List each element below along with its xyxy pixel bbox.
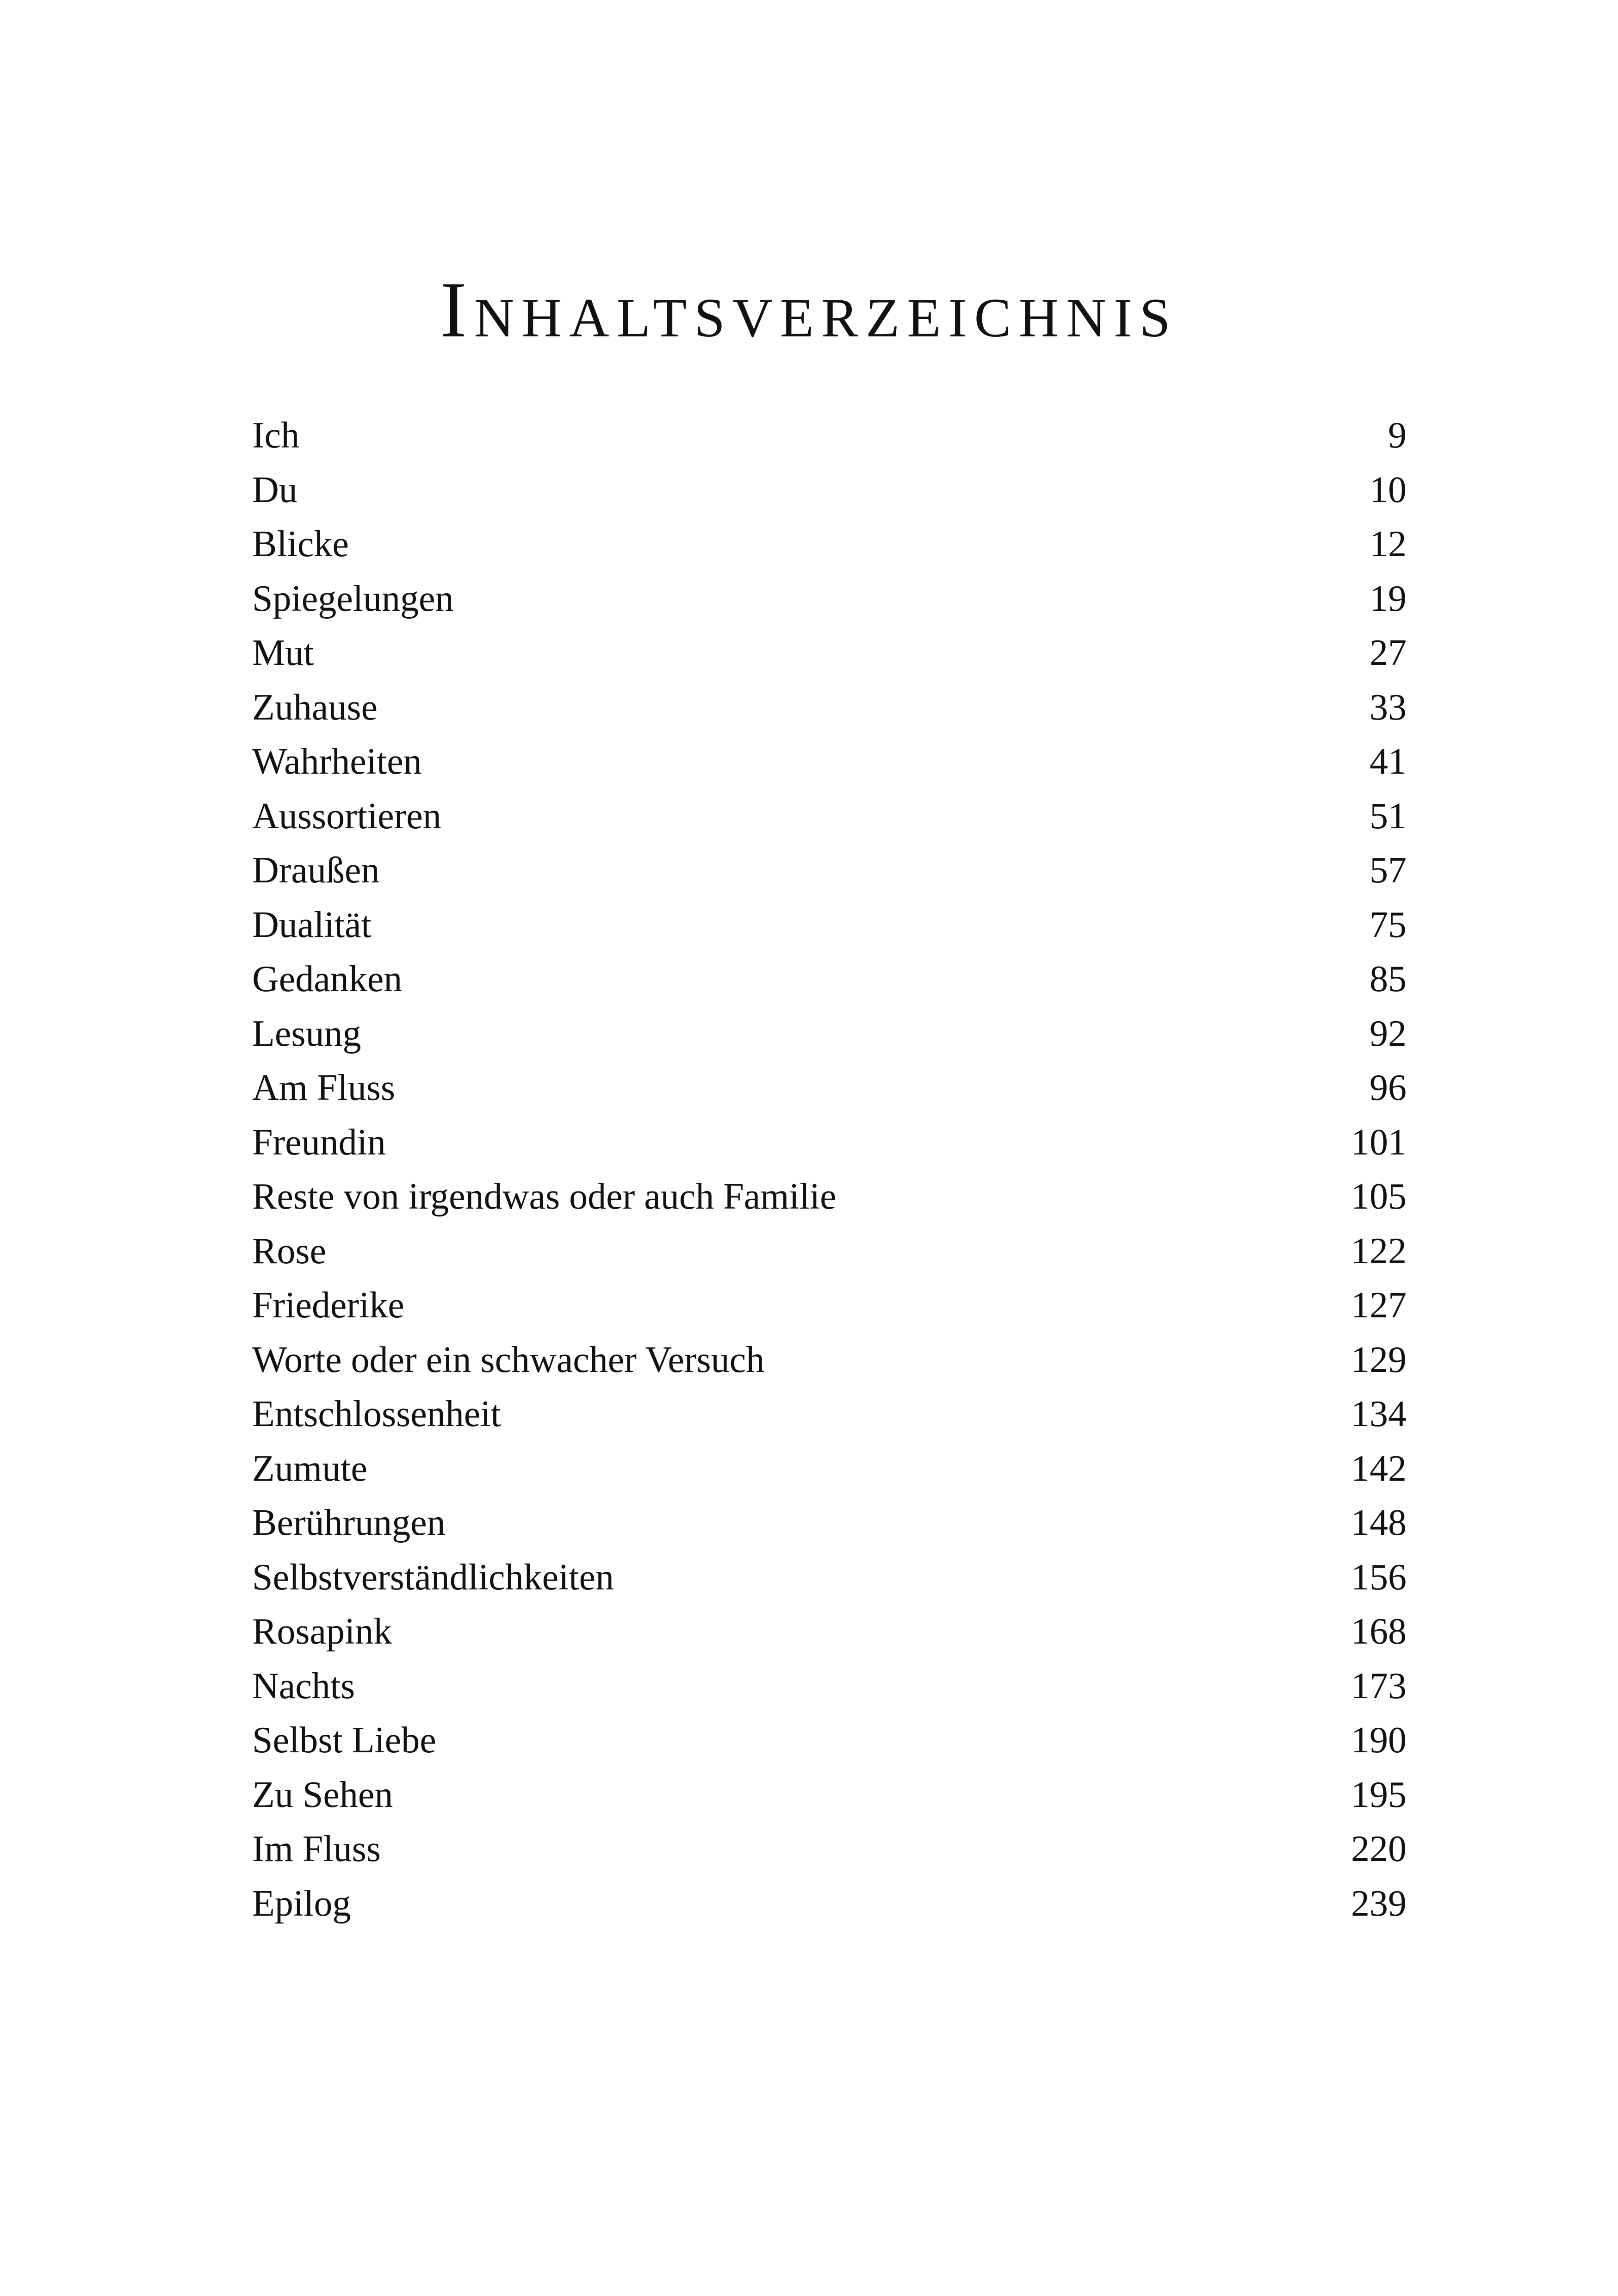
toc-entry	[252, 1116, 1407, 1170]
toc-entry-label: Gedanken	[252, 959, 403, 999]
toc-entry-label: Entschlossenheit	[252, 1394, 501, 1434]
toc-entry-label: Rose	[252, 1230, 326, 1272]
toc-entry-label: Lesung	[252, 1013, 361, 1054]
toc-entry-page-number: 129	[1351, 1339, 1407, 1380]
toc-entry	[252, 1877, 1407, 1931]
toc-entry-page-number: 19	[1370, 578, 1407, 619]
toc-entry-label: Selbst Liebe	[252, 1720, 436, 1761]
toc-entry-page-number: 173	[1351, 1665, 1407, 1706]
toc-entry-page-number: 96	[1370, 1067, 1407, 1108]
toc-entry	[252, 735, 1407, 789]
toc-entry-label: Du	[252, 469, 298, 510]
toc-entry	[252, 1713, 1407, 1768]
toc-entry-page-number: 168	[1351, 1611, 1407, 1652]
toc-entry-label: Freundin	[252, 1122, 386, 1163]
toc-entry-page-number: 12	[1370, 524, 1407, 565]
toc-entry	[252, 517, 1407, 572]
toc-entry-label: Epilog	[252, 1883, 351, 1924]
toc-entry-label: Im Fluss	[252, 1829, 381, 1869]
toc-entry	[252, 789, 1407, 844]
toc-entry	[252, 572, 1407, 627]
toc-entry-label: Rosapink	[252, 1611, 392, 1652]
toc-entry-page-number: 10	[1370, 469, 1407, 510]
toc-entry-page-number: 220	[1351, 1829, 1407, 1869]
toc-entry	[252, 1442, 1407, 1496]
toc-entry-page-number: 239	[1351, 1883, 1407, 1924]
toc-entry-page-number: 75	[1370, 904, 1407, 945]
toc-entry	[252, 681, 1407, 735]
toc-entry-page-number: 85	[1370, 959, 1407, 999]
toc-entry-label: Spiegelungen	[252, 578, 454, 619]
page-title: Inhaltsverzeichnis	[440, 266, 1178, 354]
toc-entry-page-number: 9	[1388, 415, 1407, 456]
toc-entry-page-number: 156	[1351, 1557, 1407, 1598]
toc-entry-page-number: 105	[1351, 1176, 1407, 1217]
toc-entry-page-number: 195	[1351, 1774, 1407, 1815]
toc-entry	[252, 1224, 1407, 1279]
toc-entry-label: Aussortieren	[252, 795, 441, 837]
toc-entry-page-number: 41	[1370, 741, 1407, 782]
toc-entry	[252, 626, 1407, 681]
toc-entry	[252, 1333, 1407, 1388]
toc-entry-page-number: 57	[1370, 850, 1407, 891]
toc-entry-page-number: 148	[1351, 1502, 1407, 1543]
toc-entry-label: Blicke	[252, 524, 349, 565]
toc-entry-label: Nachts	[252, 1665, 355, 1706]
toc-entry	[252, 844, 1407, 898]
toc-entry-label: Worte oder ein schwacher Versuch	[252, 1339, 765, 1380]
toc-entry	[252, 1822, 1407, 1877]
toc-entry-page-number: 92	[1370, 1013, 1407, 1054]
toc-entry	[252, 409, 1407, 463]
toc-entry	[252, 1387, 1407, 1442]
toc-entry-label: Zu Sehen	[252, 1774, 393, 1815]
toc-entry	[252, 1278, 1407, 1333]
toc-entry-label: Zuhause	[252, 687, 378, 728]
toc-entry-label: Selbstverständlichkeiten	[252, 1557, 614, 1598]
toc-entry-label: Berührungen	[252, 1502, 446, 1543]
toc-entry-label: Zumute	[252, 1448, 367, 1489]
toc-entry	[252, 898, 1407, 953]
toc-entry-page-number: 190	[1351, 1720, 1407, 1761]
toc-entry	[252, 1605, 1407, 1659]
toc-entry	[252, 1496, 1407, 1551]
toc-entry	[252, 463, 1407, 518]
toc-entry-label: Mut	[252, 633, 314, 673]
toc-entry-label: Dualität	[252, 904, 372, 945]
toc-entry-label: Wahrheiten	[252, 741, 422, 782]
toc-entry-page-number: 27	[1370, 633, 1407, 673]
toc-entry-page-number: 142	[1351, 1448, 1407, 1489]
toc-entry-page-number: 134	[1351, 1394, 1407, 1434]
toc-entry	[252, 1007, 1407, 1061]
toc-entry-label: Reste von irgendwas oder auch Familie	[252, 1176, 837, 1217]
toc-entry-page-number: 122	[1351, 1230, 1407, 1272]
toc-entry-page-number: 33	[1370, 687, 1407, 728]
toc-entry-page-number: 51	[1370, 795, 1407, 837]
toc-entry-page-number: 127	[1351, 1285, 1407, 1326]
toc-entry	[252, 1659, 1407, 1714]
toc-entry	[252, 952, 1407, 1007]
toc-entry-label: Am Fluss	[252, 1067, 395, 1108]
toc-entry-label: Ich	[252, 415, 300, 456]
toc-entry	[252, 1551, 1407, 1605]
toc-entry-label: Friederike	[252, 1285, 404, 1326]
table-of-contents	[252, 409, 1407, 1931]
toc-entry-label: Draußen	[252, 850, 380, 891]
toc-entry	[252, 1170, 1407, 1224]
toc-entry	[252, 1061, 1407, 1116]
toc-entry-page-number: 101	[1351, 1122, 1407, 1163]
toc-entry	[252, 1768, 1407, 1823]
